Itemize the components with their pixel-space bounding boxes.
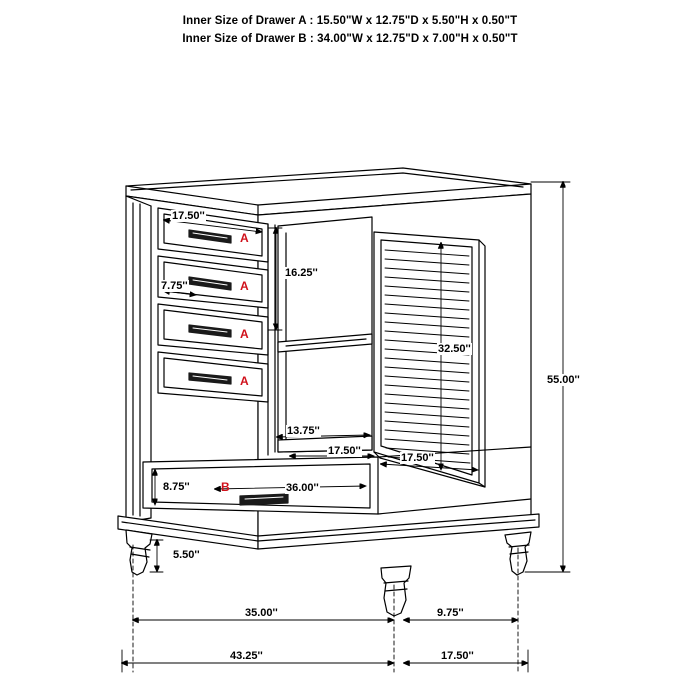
drawer-a-spec: Inner Size of Drawer A : 15.50"W x 12.75"D x 5.50"H x 0.50"T [182, 15, 518, 27]
marker-drawer-a-2: A [240, 279, 249, 293]
dim-total-height: 55.00'' [547, 374, 580, 386]
dim-shelf-width: 17.50'' [328, 445, 361, 457]
dim-bottom-drawer-width: 36.00'' [286, 482, 319, 494]
dim-shelf-depth: 13.75'' [287, 425, 320, 437]
marker-drawer-a-1: A [240, 231, 249, 245]
dim-bottom-drawer-height: 8.75'' [163, 481, 190, 493]
dim-cabinet-height: 32.50'' [438, 343, 471, 355]
dim-case-width: 35.00'' [245, 607, 278, 619]
dim-drawer-a-width: 17.50'' [172, 210, 205, 222]
dim-drawer-a-second: 7.75'' [161, 280, 188, 292]
dim-drawer-stack-height: 16.25'' [285, 267, 318, 279]
marker-drawer-a-3: A [240, 327, 249, 341]
marker-drawer-b: B [221, 480, 230, 494]
dim-depth: 17.50'' [441, 650, 474, 662]
drawer-b-spec: Inner Size of Drawer B : 34.00"W x 12.75"D x 7.00"H x 0.50"T [182, 33, 518, 45]
dim-overall-width: 43.25'' [230, 650, 263, 662]
marker-drawer-a-4: A [240, 374, 249, 388]
dim-door-width: 17.50'' [401, 452, 434, 464]
dim-leg-height: 5.50'' [173, 549, 200, 561]
dim-side-width: 9.75'' [437, 607, 464, 619]
